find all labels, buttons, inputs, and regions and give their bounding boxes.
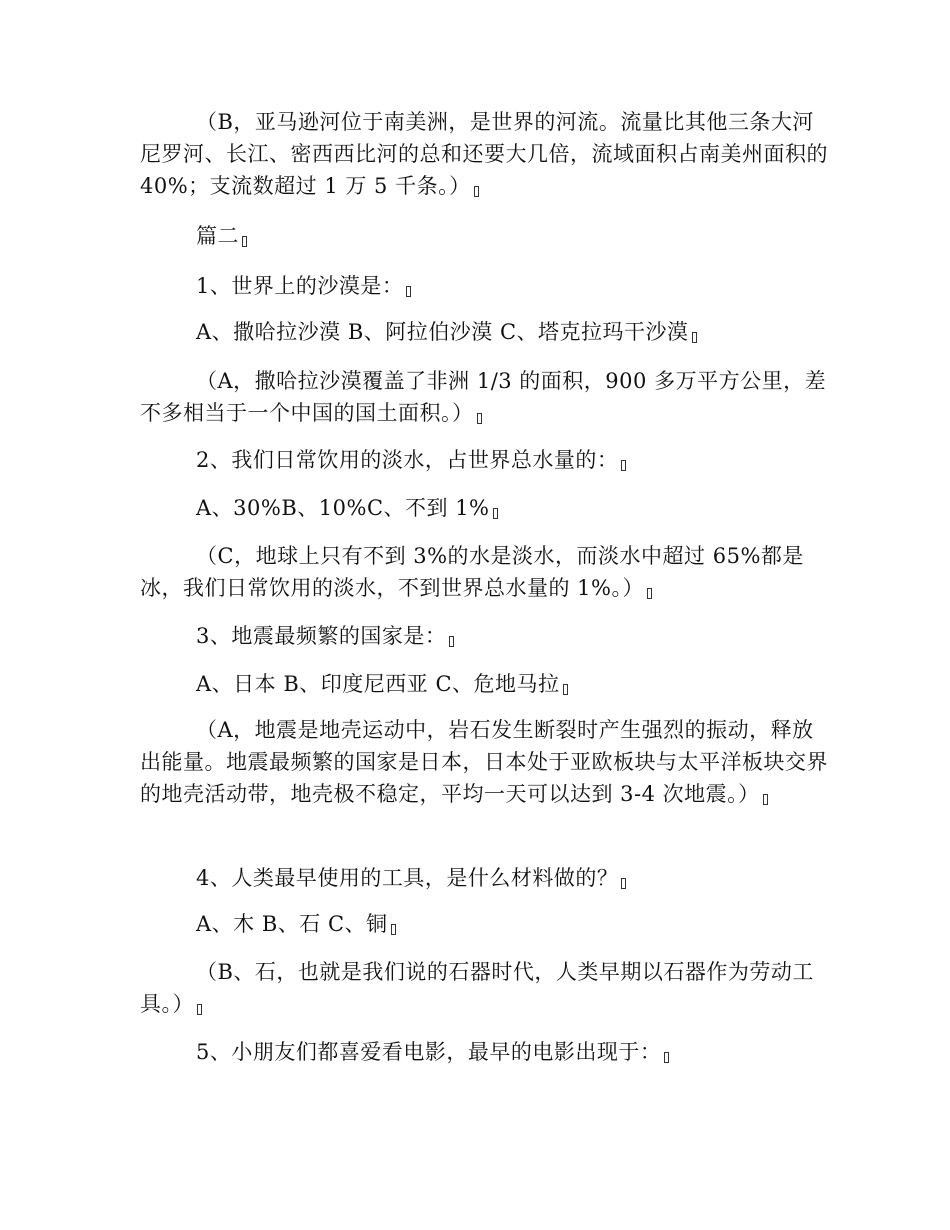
answer-1: （A，撒哈拉沙漠覆盖了非洲 1/3 的面积，900 多万平方公里，差不多相当于一个中国的国土面积。） <box>140 369 827 425</box>
options-1: A、撒哈拉沙漠 B、阿拉伯沙漠 C、塔克拉玛干沙漠 <box>140 316 830 348</box>
question-2: 2、我们日常饮用的淡水，占世界总水量的： <box>140 444 830 476</box>
paragraph-mark-icon <box>477 413 482 424</box>
answer-2: （C，地球上只有不到 3%的水是淡水，而淡水中超过 65%都是冰，我们日常饮用的淡水，不到世界总水量的 1%。） <box>140 544 804 600</box>
paragraph-mark-icon <box>621 878 626 889</box>
options-3: A、日本 B、印度尼西亚 C、危地马拉 <box>140 668 830 700</box>
question-5: 5、小朋友们都喜爱看电影，最早的电影出现于： <box>140 1036 830 1068</box>
answer-4: （B、石，也就是我们说的石器时代，人类早期以石器作为劳动工具。） <box>140 960 814 1016</box>
paragraph-mark-icon <box>493 508 498 519</box>
paragraph-mark-icon <box>692 332 697 343</box>
paragraph-mark-icon <box>449 636 454 647</box>
paragraph-mark-icon <box>474 186 479 197</box>
question-1: 1、世界上的沙漠是： <box>140 270 830 302</box>
question-4: 4、人类最早使用的工具，是什么材料做的？ <box>140 862 830 894</box>
section-heading: 篇二 <box>140 220 830 252</box>
answer-paragraph-amazon: （B，亚马逊河位于南美洲，是世界的河流。流量比其他三条大河尼罗河、长江、密西西比河的总和还要大几倍，流域面积占南美州面积的 40%；支流数超过 1 万 5 千条。） <box>140 110 828 198</box>
paragraph-mark-icon <box>242 236 247 247</box>
question-3: 3、地震最频繁的国家是： <box>140 620 830 652</box>
paragraph-mark-icon <box>647 588 652 599</box>
paragraph-mark-icon <box>664 1052 669 1063</box>
paragraph-mark-icon <box>563 684 568 695</box>
paragraph-mark-icon <box>391 924 396 935</box>
paragraph-mark-icon <box>197 1004 202 1015</box>
options-2: A、30%B、10%C、不到 1% <box>140 492 830 524</box>
options-4: A、木 B、石 C、铜 <box>140 908 830 940</box>
answer-3: （A，地震是地壳运动中，岩石发生断裂时产生强烈的振动，释放出能量。地震最频繁的国家是日本，日本处于亚欧板块与太平洋板块交界的地壳活动带，地壳极不稳定，平均一天可以达到 3-4 次地震。） <box>140 718 828 806</box>
paragraph-mark-icon <box>621 460 626 471</box>
paragraph-mark-icon <box>763 794 768 805</box>
paragraph-mark-icon <box>406 286 411 297</box>
